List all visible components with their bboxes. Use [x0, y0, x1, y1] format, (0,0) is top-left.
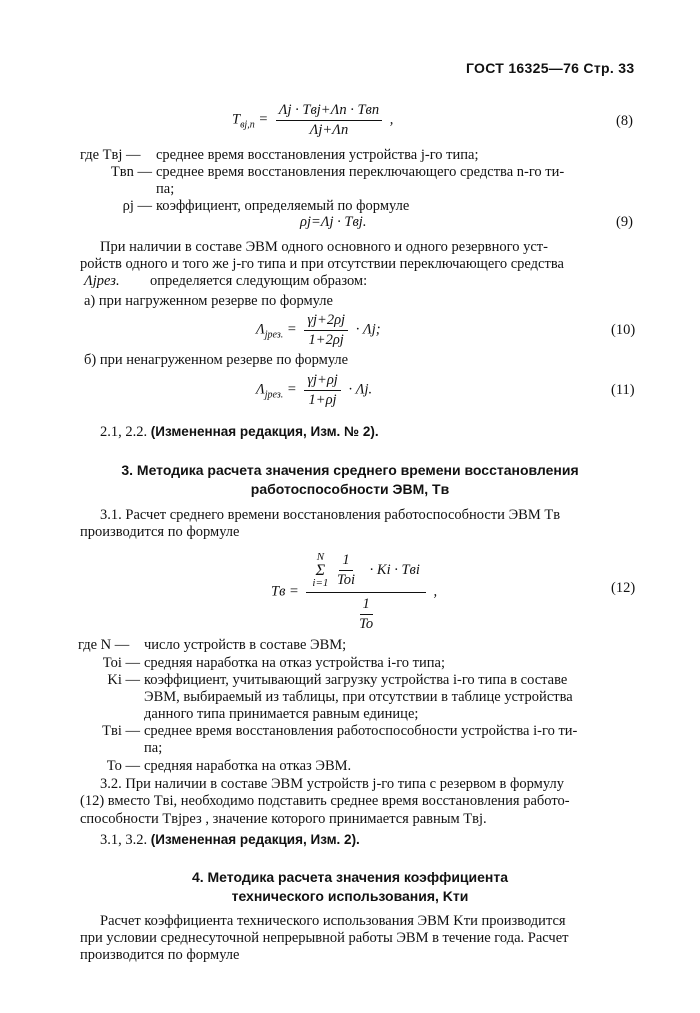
def-symbol: где Tвj —	[80, 147, 141, 163]
paragraph-4-cont: при условии среднесуточной непрерывной работы ЭВМ в течение года. Расчет	[80, 930, 569, 946]
equation-11	[256, 372, 372, 408]
equation-10	[256, 312, 381, 348]
paragraph-4: Расчет коэффициента технического использования ЭВМ Kти производится	[100, 913, 566, 929]
def-tvn	[80, 163, 564, 181]
def-toi	[78, 654, 445, 672]
equation-8	[232, 102, 393, 138]
def-ki	[78, 671, 567, 689]
eq12-term: · Ki · Tвi	[369, 561, 420, 578]
def-symbol: ρj —	[122, 198, 152, 214]
change-text: (Измененная редакция, Изм. № 2).	[150, 424, 379, 439]
def-ki-cont: ЭВМ, выбираемый из таблицы, при отсутствии в таблице устройства	[144, 689, 573, 705]
eq8-lhs-sub: вj,n	[240, 119, 255, 131]
lambda-res-symbol: Λjрез.	[84, 273, 120, 289]
def-tvi	[78, 722, 577, 740]
paragraph-line: При наличии в составе ЭВМ одного основного и одного резервного уст-	[100, 239, 548, 255]
def-text: число устройств в составе ЭВМ;	[144, 637, 347, 653]
eq12-den-num: 1	[360, 596, 373, 615]
equation-9: ρj=Λj · Tвj.	[300, 214, 367, 230]
change-note-1	[100, 423, 379, 441]
eq12-numerator	[306, 552, 425, 593]
paragraph-text: определяется следующим образом:	[150, 273, 368, 289]
change-ref: 2.1, 2.2.	[100, 424, 148, 440]
eq12-inner-den: Toi	[337, 572, 356, 588]
paragraph-4-cont: производится по формуле	[80, 947, 240, 963]
eq12-den-den: To	[359, 615, 374, 632]
eq12-tail: ,	[433, 583, 438, 600]
def-text: коэффициент, учитывающий загрузку устройства i-го типа в составе	[144, 672, 568, 688]
eq12-equals: =	[288, 583, 299, 600]
paragraph-3-2-cont: способности Tвjрез , значение которого принимается равным Tвj.	[80, 811, 487, 827]
eq12-sum-top: N	[316, 551, 325, 563]
item-b: б) при ненагруженном резерве по формуле	[84, 352, 349, 368]
eq10-number: (10)	[611, 322, 636, 338]
def-to	[78, 757, 351, 775]
eq12-fraction	[306, 552, 425, 632]
eq10-denominator: 1+2ρj	[308, 331, 344, 348]
def-text: среднее время восстановления работоспособности устройства i-го ти-	[144, 723, 578, 739]
equation-12	[271, 552, 437, 632]
eq12-sum-bottom: i=1	[312, 577, 329, 589]
eq10-numerator: γj+2ρj	[304, 312, 348, 331]
eq12-number: (12)	[611, 580, 636, 596]
eq8-tail: ,	[389, 111, 394, 128]
def-tvi-cont: па;	[144, 740, 163, 756]
def-text: среднее время восстановления переключающего средства n-го ти-	[156, 164, 565, 180]
eq12-inner-num: 1	[339, 552, 352, 571]
eq10-lhs: Λ	[256, 321, 265, 338]
eq12-lhs: Tв	[271, 583, 286, 600]
eq8-lhs: T	[232, 111, 241, 128]
change-note-2	[100, 831, 360, 849]
paragraph-3-2-cont: (12) вместо Tвi, необходимо подставить среднее время восстановления работо-	[80, 793, 570, 809]
paragraph-line	[84, 272, 367, 290]
def-symbol: Toi —	[102, 655, 140, 671]
page-header: ГОСТ 16325—76 Стр. 33	[466, 60, 635, 76]
paragraph-3-2: 3.2. При наличии в составе ЭВМ устройств j-го типа с резервом в формулу	[100, 776, 564, 792]
eq8-fraction	[276, 102, 382, 138]
paragraph-3-1-cont: производится по формуле	[80, 524, 240, 540]
eq11-numerator: γj+ρj	[304, 372, 341, 391]
eq8-equals: =	[258, 111, 269, 128]
paragraph-line: ройств одного и того же j-го типа и при отсутствии переключающего средства	[80, 256, 564, 272]
def-symbol: Ki —	[107, 672, 140, 688]
section-4-heading: 4. Методика расчета значения коэффициента	[191, 869, 509, 885]
paragraph-3-1: 3.1. Расчет среднего времени восстановления работоспособности ЭВМ Tв	[100, 507, 561, 523]
section-4-heading-line2: технического использования, Kти	[231, 888, 469, 904]
eq9-number: (9)	[616, 214, 633, 230]
change-text: (Измененная редакция, Изм. 2).	[150, 832, 360, 847]
item-a: а) при нагруженном резерве по формуле	[84, 293, 333, 309]
eq11-equals: =	[286, 381, 297, 398]
eq12-denominator	[349, 593, 383, 632]
eq10-lhs-sub: jрез.	[264, 329, 284, 341]
def-symbol: To —	[106, 758, 140, 774]
def-tvn-cont: па;	[156, 181, 175, 197]
eq11-number: (11)	[611, 382, 635, 398]
def-symbol: где N —	[78, 637, 130, 653]
eq12-sum	[312, 552, 328, 589]
section-3-heading-line2: работоспособности ЭВМ, Tв	[250, 481, 450, 497]
eq12-den-fraction	[356, 596, 376, 632]
def-text: средняя наработка на отказ устройства i-го типа;	[144, 655, 445, 671]
def-n	[78, 636, 346, 654]
eq11-tail: · Λj.	[348, 381, 373, 398]
eq10-fraction	[304, 312, 348, 348]
eq11-lhs: Λ	[256, 381, 265, 398]
eq8-denominator: Λj+Λn	[309, 121, 349, 138]
section-3-heading: 3. Методика расчета значения среднего времени восстановления	[121, 462, 579, 478]
change-ref: 3.1, 3.2.	[100, 832, 148, 848]
def-text: коэффициент, определяемый по формуле	[156, 198, 410, 214]
def-symbol: Tвi —	[102, 723, 140, 739]
eq11-fraction	[304, 372, 341, 408]
def-text: средняя наработка на отказ ЭВМ.	[144, 758, 352, 774]
eq10-equals: =	[286, 321, 297, 338]
def-ki-cont: данного типа принимается равным единице;	[144, 706, 419, 722]
eq11-lhs-sub: jрез.	[264, 389, 284, 401]
eq8-number: (8)	[616, 113, 633, 129]
eq11-denominator: 1+ρj	[308, 391, 337, 408]
def-rho	[80, 197, 409, 215]
eq8-numerator: Λj · Tвj+Λn · Tвn	[276, 102, 382, 121]
eq10-tail: · Λj;	[355, 321, 381, 338]
def-text: среднее время восстановления устройства j-го типа;	[156, 147, 479, 163]
eq12-sum-sign: Σ	[315, 562, 326, 579]
eq12-inner-fraction	[334, 552, 358, 588]
def-tvj	[80, 146, 478, 164]
def-symbol: Tвn —	[110, 164, 152, 180]
